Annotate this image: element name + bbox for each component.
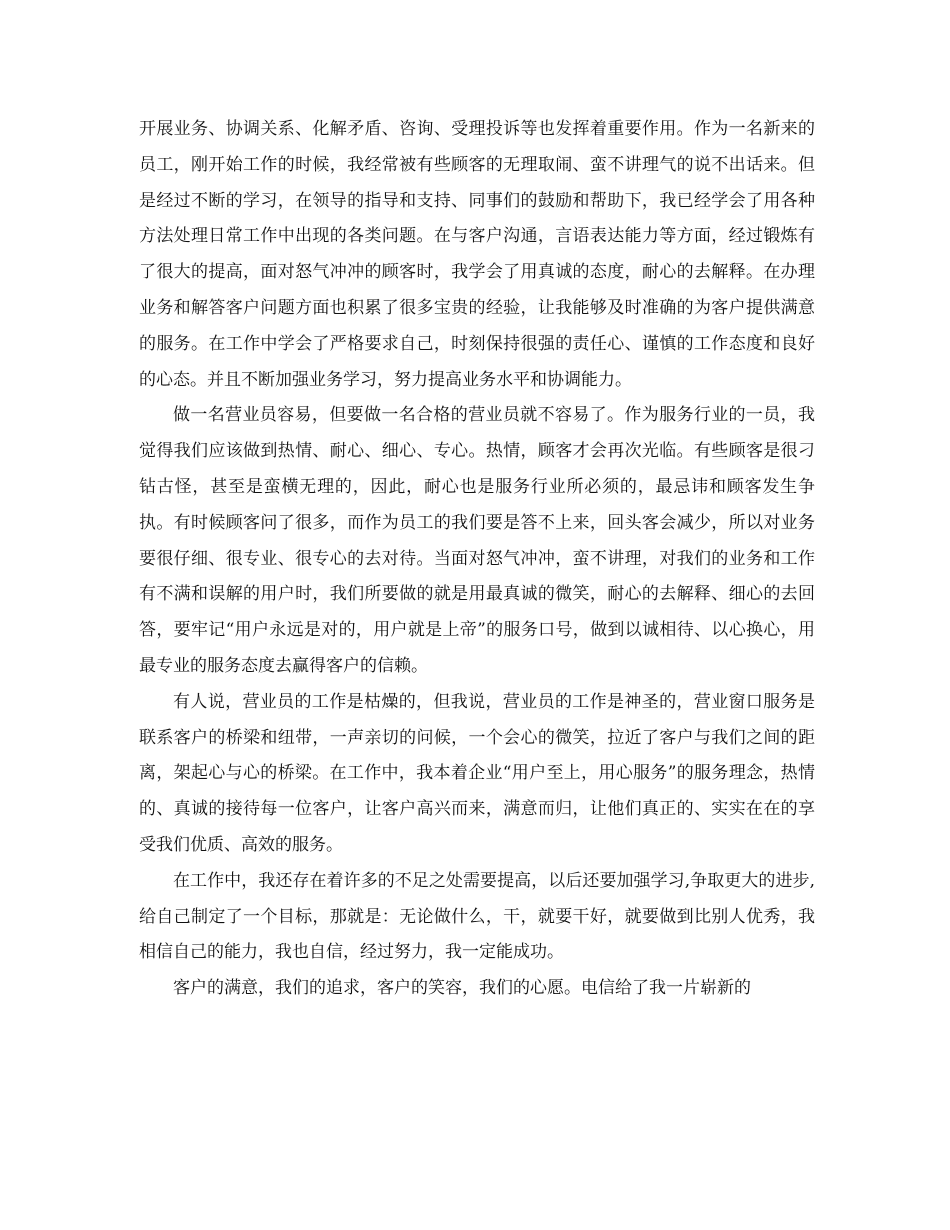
paragraph-3: 有人说，营业员的工作是枯燥的，但我说，营业员的工作是神圣的，营业窗口服务是联系客户的桥梁和纽带，一声亲切的问候，一个会心的微笑，拉近了客户与我们之间的距离，架起心与心的桥梁。在工作中，我本着企业“用户至上，用心服务”的服务理念，热情的、真诚的接待每一位客户，让客户高兴而来，满意而归，让他们真正的、实实在在的享受我们优质、高效的服务。 (139, 691, 815, 855)
document-body (139, 112, 815, 1007)
paragraph-4: 在工作中，我还存在着许多的不足之处需要提高，以后还要加强学习,争取更大的进步,给自己制定了一个目标，那就是：无论做什么，干，就要干好，就要做到比别人优秀，我相信自己的能力，我也自信，经过努力，我一定能成功。 (139, 870, 815, 963)
paragraph-5: 客户的满意，我们的追求，客户的笑容，我们的心愿。电信给了我一片崭新的 (173, 978, 751, 999)
paragraph-1: 开展业务、协调关系、化解矛盾、咨询、受理投诉等也发挥着重要作用。作为一名新来的员工，刚开始工作的时候，我经常被有些顾客的无理取闹、蛮不讲理气的说不出话来。但是经过不断的学习，在领导的指导和支持、同事们的鼓励和帮助下，我已经学会了用各种方法处理日常工作中出现的各类问题。在与客户沟通，言语表达能力等方面，经过锻炼有了很大的提高，面对怒气冲冲的顾客时，我学会了用真诚的态度，耐心的去解释。在办理业务和解答客户问题方面也积累了很多宝贵的经验，让我能够及时准确的为客户提供满意的服务。在工作中学会了严格要求自己，时刻保持很强的责任心、谨慎的工作态度和良好的心态。并且不断加强业务学习，努力提高业务水平和协调能力。 (139, 119, 815, 390)
paragraph-2: 做一名营业员容易，但要做一名合格的营业员就不容易了。作为服务行业的一员，我觉得我们应该做到热情、耐心、细心、专心。热情，顾客才会再次光临。有些顾客是很刁钻古怪，甚至是蛮横无理的，因此，耐心也是服务行业所必须的，最忌讳和顾客发生争执。有时候顾客问了很多，而作为员工的我们要是答不上来，回头客会减少，所以对业务要很仔细、很专业、很专心的去对待。当面对怒气冲冲，蛮不讲理，对我们的业务和工作有不满和误解的用户时，我们所要做的就是用最真诚的微笑，耐心的去解释、细心的去回答，要牢记“用户永远是对的，用户就是上帝”的服务口号，做到以诚相待、以心换心，用最专业的服务态度去赢得客户的信赖。 (139, 405, 815, 676)
